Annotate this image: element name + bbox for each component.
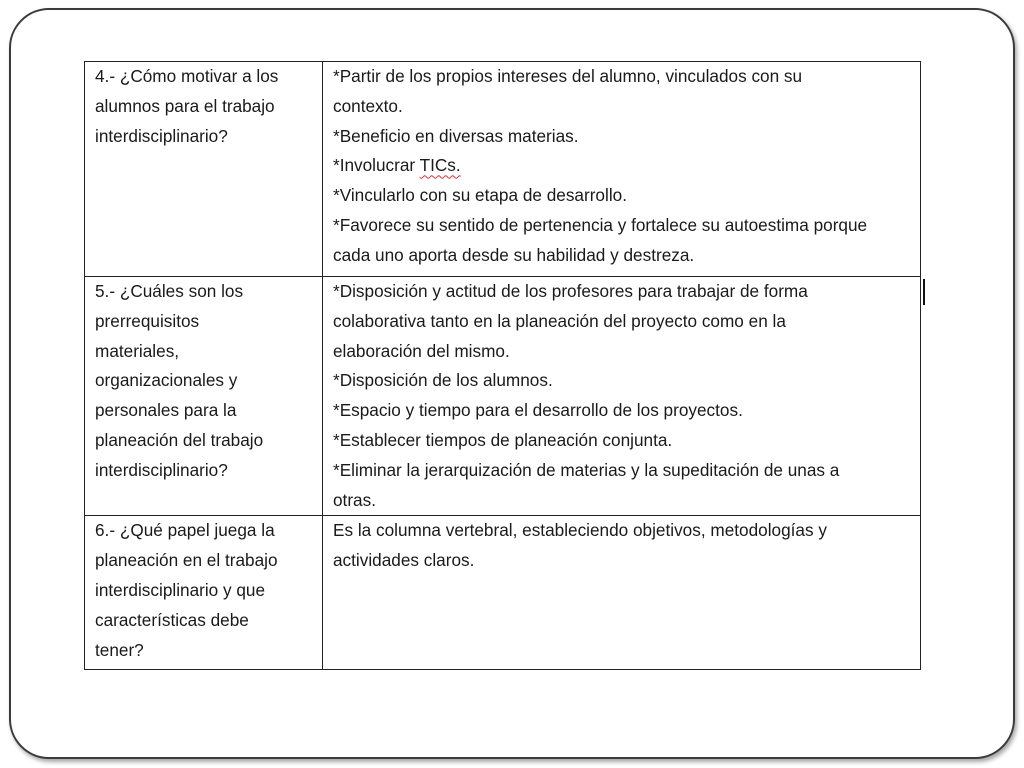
- question-cell: [85, 277, 323, 516]
- question-line: prerrequisitos: [95, 310, 200, 331]
- question-line: características debe: [95, 609, 249, 630]
- question-line: alumnos para el trabajo: [95, 95, 275, 116]
- answer-line-with-spellcheck: [333, 151, 914, 181]
- answer-line: Es la columna vertebral, estableciendo objetivos, metodologías y: [333, 520, 827, 541]
- question-line: interdisciplinario y que: [95, 579, 266, 600]
- table-row: [85, 277, 921, 516]
- table-row: [85, 62, 921, 277]
- answer-line: contexto.: [333, 95, 403, 116]
- misspelled-word[interactable]: TICs.: [419, 155, 461, 176]
- answer-line: elaboración del mismo.: [333, 340, 510, 361]
- answer-line: *Establecer tiempos de planeación conjunta.: [333, 429, 673, 450]
- answer-line: *Partir de los propios intereses del alumno, vinculados con su: [333, 66, 803, 86]
- answer-cell: [323, 62, 921, 277]
- answer-line: *Vincularlo con su etapa de desarrollo.: [333, 185, 627, 206]
- question-line: 6.- ¿Qué papel juega la: [95, 520, 275, 541]
- answer-line: actividades claros.: [333, 550, 475, 571]
- answer-line: colaborativa tanto en la planeación del proyecto como en la: [333, 310, 786, 331]
- qa-table: [84, 61, 921, 670]
- question-line: planeación del trabajo: [95, 429, 264, 450]
- question-line: tener?: [95, 639, 144, 660]
- answer-line: cada uno aporta desde su habilidad y destreza.: [333, 244, 695, 265]
- question-line: materiales,: [95, 340, 180, 361]
- question-line: 4.- ¿Cómo motivar a los: [95, 66, 279, 86]
- answer-line: *Disposición de los alumnos.: [333, 370, 553, 391]
- answer-cell: [323, 516, 921, 670]
- answer-line: *Favorece su sentido de pertenencia y fortalece su autoestima porque: [333, 214, 868, 235]
- question-cell: [85, 62, 323, 277]
- text-cursor: [923, 279, 925, 305]
- answer-line: *Beneficio en diversas materias.: [333, 125, 579, 146]
- question-cell: [85, 516, 323, 670]
- question-line: interdisciplinario?: [95, 459, 228, 480]
- answer-line: otras.: [333, 489, 376, 510]
- table-row: [85, 516, 921, 670]
- question-line: interdisciplinario?: [95, 125, 228, 146]
- question-line: personales para la: [95, 400, 237, 421]
- answer-line: *Espacio y tiempo para el desarrollo de los proyectos.: [333, 400, 743, 421]
- answer-line: *Disposición y actitud de los profesores para trabajar de forma: [333, 281, 808, 301]
- answer-text: *Involucrar: [333, 155, 420, 176]
- question-line: organizacionales y: [95, 370, 238, 391]
- question-line: planeación en el trabajo: [95, 550, 278, 571]
- answer-line: *Eliminar la jerarquización de materias y la supeditación de unas a: [333, 459, 840, 480]
- answer-cell: [323, 277, 921, 516]
- question-line: 5.- ¿Cuáles son los: [95, 281, 244, 301]
